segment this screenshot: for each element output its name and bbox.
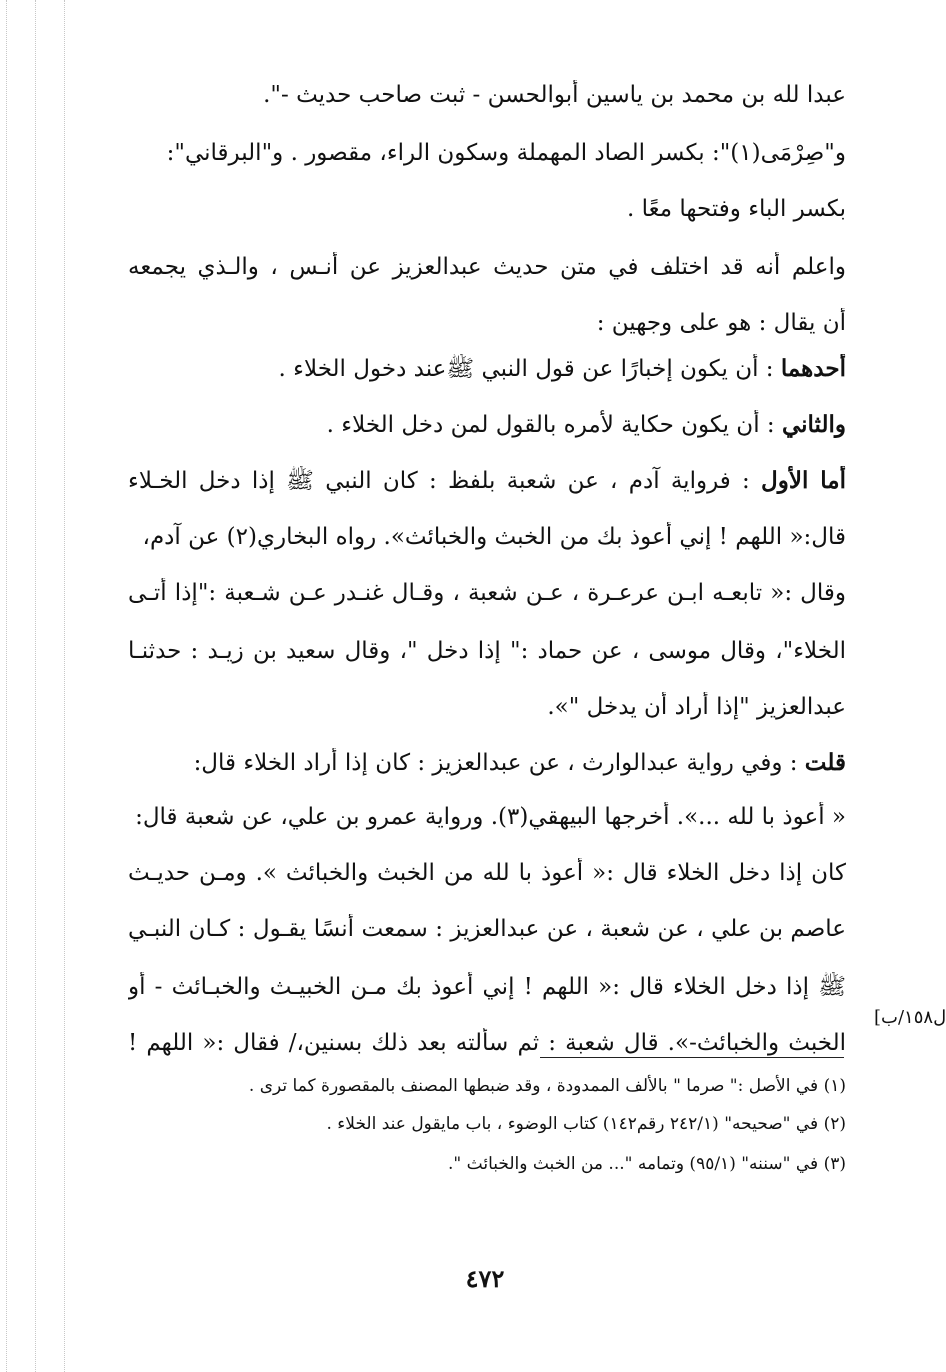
line-text: : فرواية آدم ، عن شعبة بلفظ : كان النبي ﷺ إذا دخل الخـلاء (128, 468, 750, 494)
line-text: واعلم أنه قد اختلف في متن حديث عبدالعزيز عن أنـس ، والـذي يجمعه (128, 254, 846, 280)
body-line (128, 138, 846, 168)
line-text: عبدا لله بن محمد بن ياسين أبوالحسن - ثبت صاحب حديث -". (263, 82, 846, 108)
line-text: الخلاء"، وقال موسى ، عن حماد :" إذا دخل "، وقال سعيد بن زيـد : حدثنـا (128, 638, 846, 664)
line-text: ﷺ إذا دخل الخلاء قال :« اللهم ! إني أعوذ بك مـن الخبيـث والخبـائث - أو (128, 974, 846, 1000)
scan-guide-line (64, 0, 65, 1372)
body-line (128, 972, 846, 1002)
line-text: « أعوذ با لله ...». أخرجها البيهقي(٣). ورواية عمرو بن علي، عن شعبة قال: (135, 804, 846, 830)
line-text: : أن يكون حكاية لأمره بالقول لمن دخل الخلاء . (326, 412, 775, 438)
body-line (128, 578, 846, 608)
body-line (128, 410, 846, 440)
footnote-separator (540, 1057, 844, 1058)
footnote: (٢) في "صحيحه" (٢٤٢/١ رقم١٤٢) كتاب الوضوء ، باب مايقول عند الخلاء . (326, 1114, 846, 1134)
line-text: : وفي رواية عبدالوارث ، عن عبدالعزيز : كان إذا أراد الخلاء قال: (193, 750, 798, 776)
body-line (128, 252, 846, 282)
body-line (128, 858, 846, 888)
body-line (128, 692, 846, 722)
line-lead-term: والثاني (781, 411, 846, 438)
line-text: و"صِرْمَى(١)": بكسر الصاد المهملة وسكون الراء، مقصور . و"البرقاني": (166, 140, 846, 166)
body-line (128, 194, 846, 224)
body-line (128, 80, 846, 110)
body-line (128, 914, 846, 944)
line-lead-term: أحدهما (780, 355, 846, 382)
scan-guide-line (35, 0, 36, 1372)
body-line (128, 308, 846, 338)
line-text: عاصم بن علي ، عن شعبة ، عن عبدالعزيز : سمعت أنسًا يقـول : كـان النبـي (128, 916, 846, 942)
margin-note: ل١٥٨/ب] (874, 1007, 946, 1028)
line-text: الخبث والخبائث-». قال شعبة : ثم سألته بعد ذلك بسنين،/ فقال :« اللهم ! (128, 1030, 846, 1056)
footnote: (١) في الأصل :" صرما " بالألف الممدودة ، وقد ضبطها المصنف بالمقصورة كما ترى . (248, 1076, 846, 1096)
body-line (128, 466, 846, 496)
footnote: (٣) في "سننه" (٩٥/١) وتمامه "... من الخبث والخبائث ". (448, 1154, 846, 1174)
line-text: : أن يكون إخبارًا عن قول النبي ﷺعند دخول الخلاء . (278, 356, 774, 382)
body-line (128, 802, 846, 832)
scan-guide-line (6, 0, 7, 1372)
body-line (128, 748, 846, 778)
line-text: عبدالعزيز "إذا أراد أن يدخل "». (547, 694, 846, 720)
body-line (128, 636, 846, 666)
line-text: بكسر الباء وفتحها معًا . (627, 196, 846, 222)
body-line (128, 522, 846, 552)
line-text: وقال :« تابعـه ابـن عرعـرة ، عـن شعبة ، وقـال غنـدر عـن شـعبة :"إذا أتـى (128, 580, 846, 606)
page-number: ٤٧٢ (465, 1264, 505, 1293)
line-text: أن يقال : هو على وجهين : (596, 310, 846, 336)
line-lead-term: أما الأول (761, 467, 846, 494)
line-text: كان إذا دخل الخلاء قال :« أعوذ با لله من الخبث والخبائث ». ومـن حديـث (128, 860, 846, 886)
body-line (128, 1028, 846, 1058)
line-text: قال:« اللهم ! إني أعوذ بك من الخبث والخبائث». رواه البخاري(٢) عن آدم، (142, 524, 846, 550)
line-lead-term: قلت (804, 749, 846, 776)
body-line (128, 354, 846, 384)
